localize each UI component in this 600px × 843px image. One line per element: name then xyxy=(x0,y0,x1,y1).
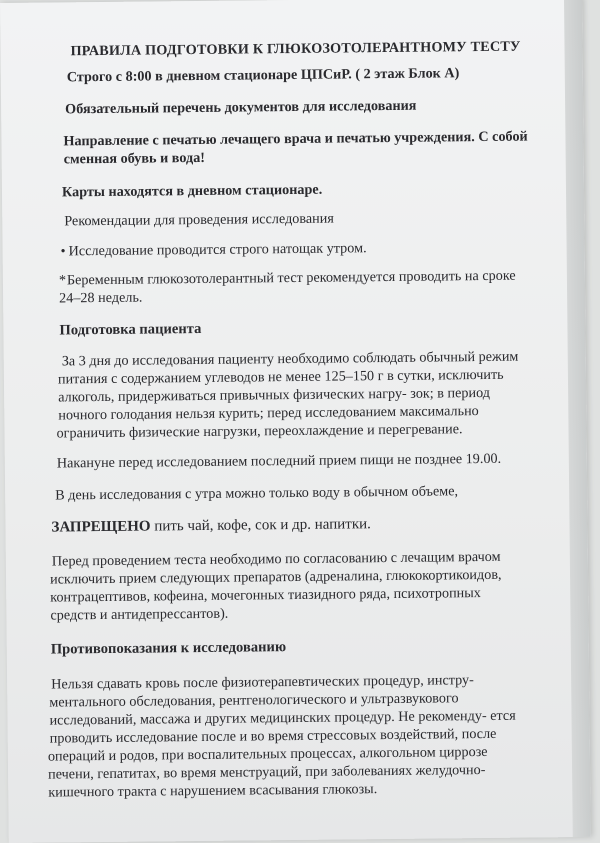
referral-line-2: сменная обувь и вода! xyxy=(63,149,206,168)
contra-paragraph-line: операций и родов, при воспалительных процессах, алкогольном циррозе xyxy=(47,743,488,765)
schedule-line: Строго с 8:00 в дневном стационаре ЦПСиР. ( 2 этаж Блок А) xyxy=(66,65,460,86)
recommendations-heading: Рекомендации для проведения исследования xyxy=(64,210,334,230)
docs-heading: Обязательный перечень документов для исследования xyxy=(65,97,417,118)
forbidden-word: ЗАПРЕЩЕНО xyxy=(51,518,151,536)
prep-paragraph-line: алкоголь, придерживаться привычных физических нагру- зок; в период xyxy=(58,384,491,406)
cards-line: Карты находятся в дневном стационаре. xyxy=(61,181,323,201)
recommendation-2-line-1: *Беременным глюкозотолерантный тест рекомендуется проводить на сроке xyxy=(58,267,516,289)
recommendation-2-line-2: 24–28 недель. xyxy=(59,289,143,307)
document-title: ПРАВИЛА ПОДГОТОВКИ К ГЛЮКОЗОТОЛЕРАНТНОМУ ТЕСТУ xyxy=(70,38,521,60)
prep-paragraph-line: ночного голодания нельзя курить; перед исследованием максимально xyxy=(58,403,479,424)
contra-paragraph-line: исследований, массажа и других медицинских процедур. Не рекоменду- ется xyxy=(49,707,516,729)
contra-paragraph-line: Нельзя сдавать кровь после физиотерапевтических процедур, инстру- xyxy=(51,672,474,693)
drugs-paragraph-line: исключить прием следующих препаратов (адреналина, глюкокортикоидов, xyxy=(49,566,502,588)
prep-paragraph-line: За 3 дня до исследования пациенту необходимо соблюдать обычный режим xyxy=(61,348,519,370)
contra-paragraph-line: печени, гепатитах, во время менструаций, при заболеваниях желудочно- xyxy=(48,762,486,783)
prep-morning-line: В день исследования с утра можно только воду в обычном объеме, xyxy=(55,483,459,504)
prep-paragraph-line: ограничить физические нагрузки, переохлаждение и перегревание. xyxy=(56,421,463,442)
contra-paragraph-line: проводить исследование после и во время стрессовых воздействий, после xyxy=(49,725,497,747)
prep-heading: Подготовка пациента xyxy=(59,320,202,339)
page-edge xyxy=(564,0,591,837)
forbidden-line: ЗАПРЕЩЕНО пить чай, кофе, сок и др. напитки. xyxy=(51,516,371,536)
contra-heading: Противопоказания к исследованию xyxy=(50,639,287,658)
asterisk-icon: * xyxy=(58,272,67,289)
drugs-paragraph-line: контрацептивов, кофеина, мочегонных тиазидного ряда, психотропных xyxy=(50,585,481,606)
prep-paragraph-line: питания с содержанием углеводов не менее 125–150 г в сутки, исключить xyxy=(57,366,504,388)
drugs-paragraph-line: Перед проведением теста необходимо по согласованию с лечащим врачом xyxy=(51,548,501,570)
referral-line-1: Направление с печатью лечащего врача и печатью учреждения. С собой xyxy=(63,128,528,150)
prep-dinner-line: Накануне перед исследованием последний прием пищи не позднее 19.00. xyxy=(56,450,502,472)
contra-paragraph-line: кишечного тракта с нарушением всасывания глюкозы. xyxy=(48,781,378,801)
recommendation-1: • Исследование проводится строго натощак утром. xyxy=(60,240,367,260)
drugs-paragraph-line: средств и антидепрессантов). xyxy=(50,605,229,624)
bullet-icon: • xyxy=(60,243,66,260)
contra-paragraph-line: ментального обследования, рентгенологического и ультразвукового xyxy=(49,690,459,711)
